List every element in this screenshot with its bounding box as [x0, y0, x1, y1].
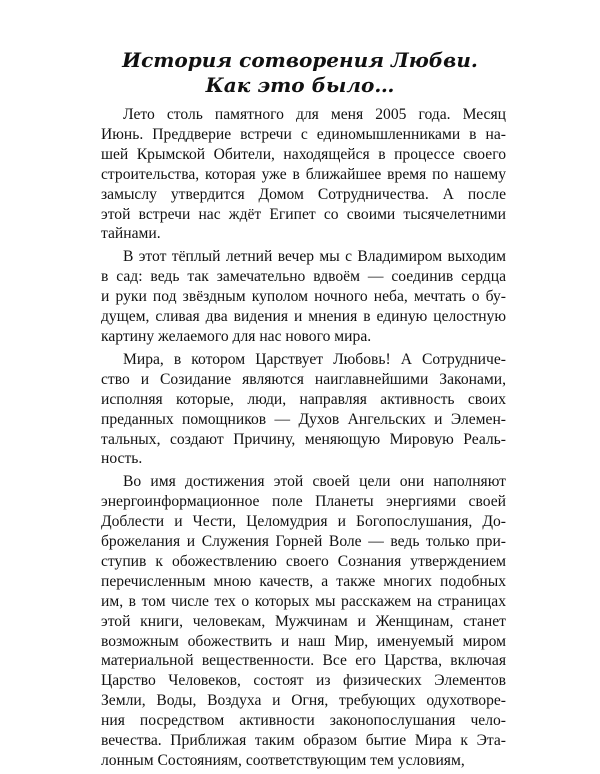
text-line: Мира, в котором Царствует Любовь! А Сотрудниче-: [123, 350, 506, 368]
chapter-title-line-2: Как это было…: [205, 73, 395, 97]
text-line: ность.: [101, 450, 143, 468]
text-line: ступив к обожествлению своего Сознания утверждением: [101, 552, 506, 570]
text-line: Царство Человеков, состоят из физических Элементов: [101, 672, 506, 690]
text-line: В этот тёплый летний вечер мы с Владимиром выходим: [123, 248, 506, 266]
text-line: Июнь. Преддверие встречи с единомышленниками в на-: [101, 125, 506, 143]
text-line: Во имя достижения этой своей цели они наполняют: [123, 473, 506, 491]
text-line: картину желаемого для нас нового мира.: [101, 327, 372, 345]
chapter-title-line-1: История сотворения Любви.: [122, 48, 478, 72]
paragraph: [101, 472, 506, 771]
text-line: лонным Состояниям, соответствующим тем условиям,: [101, 752, 465, 769]
text-line: шей Крымской Обители, находящейся в процессе своего: [101, 145, 506, 163]
text-line: возможным обожествить и наш Мир, именуемый миром: [101, 632, 506, 650]
text-line: этой книги, человекам, Мужчинам и Женщинам, станет: [101, 612, 506, 630]
text-line: им, в том числе тех о которых мы расскажем на страницах: [101, 592, 506, 610]
paragraph: [101, 247, 506, 347]
text-line: энергоинформационное поле Планеты энергиями своей: [101, 493, 506, 511]
text-line: ство и Созидание являются наиглавнейшими Законами,: [101, 370, 506, 388]
text-line: вечества. Приближая таким образом бытие Мира к Эта-: [101, 732, 506, 750]
text-line: дущем, сливая два видения и мнения в единую целостную: [101, 308, 506, 326]
text-line: и руки под звёздным куполом ночного неба, мечтать о бу-: [101, 288, 506, 306]
paragraph: [101, 105, 506, 244]
body-text: [101, 105, 506, 774]
text-line: этой встречи нас ждёт Египет со своими тысячелетними: [101, 205, 506, 223]
text-line: преданных помощников — Духов Ангельских и Элемен-: [101, 410, 506, 428]
text-line: материальной вещественности. Все его Царства, включая: [101, 652, 506, 670]
text-line: тальных, создают Причину, меняющую Мировую Реаль-: [101, 430, 506, 448]
paragraph: [101, 350, 506, 469]
text-line: тайнами.: [101, 225, 161, 243]
text-line: Доблести и Чести, Целомудрия и Богопослушания, До-: [101, 513, 506, 531]
text-line: ния посредством активности законопослушания чело-: [101, 712, 506, 730]
text-line: исполняя которые, люди, направляя активность своих: [101, 390, 506, 408]
text-line: брожелания и Служения Горней Воле — ведь только при-: [101, 533, 506, 551]
text-line: в сад: ведь так замечательно вдвоём — соединив сердца: [101, 268, 506, 286]
text-line: Лето столь памятного для меня 2005 года. Месяц: [123, 106, 506, 123]
text-line: строительства, которая уже в ближайшее время по нашему: [101, 165, 506, 183]
text-line: перечисленным мною качеств, а также многих подобных: [101, 572, 506, 590]
text-line: Земли, Воды, Воздуха и Огня, требующих одухотворе-: [101, 692, 506, 710]
chapter-title: [0, 48, 600, 98]
text-line: замыслу утвердится Домом Сотрудничества. А после: [101, 185, 506, 203]
